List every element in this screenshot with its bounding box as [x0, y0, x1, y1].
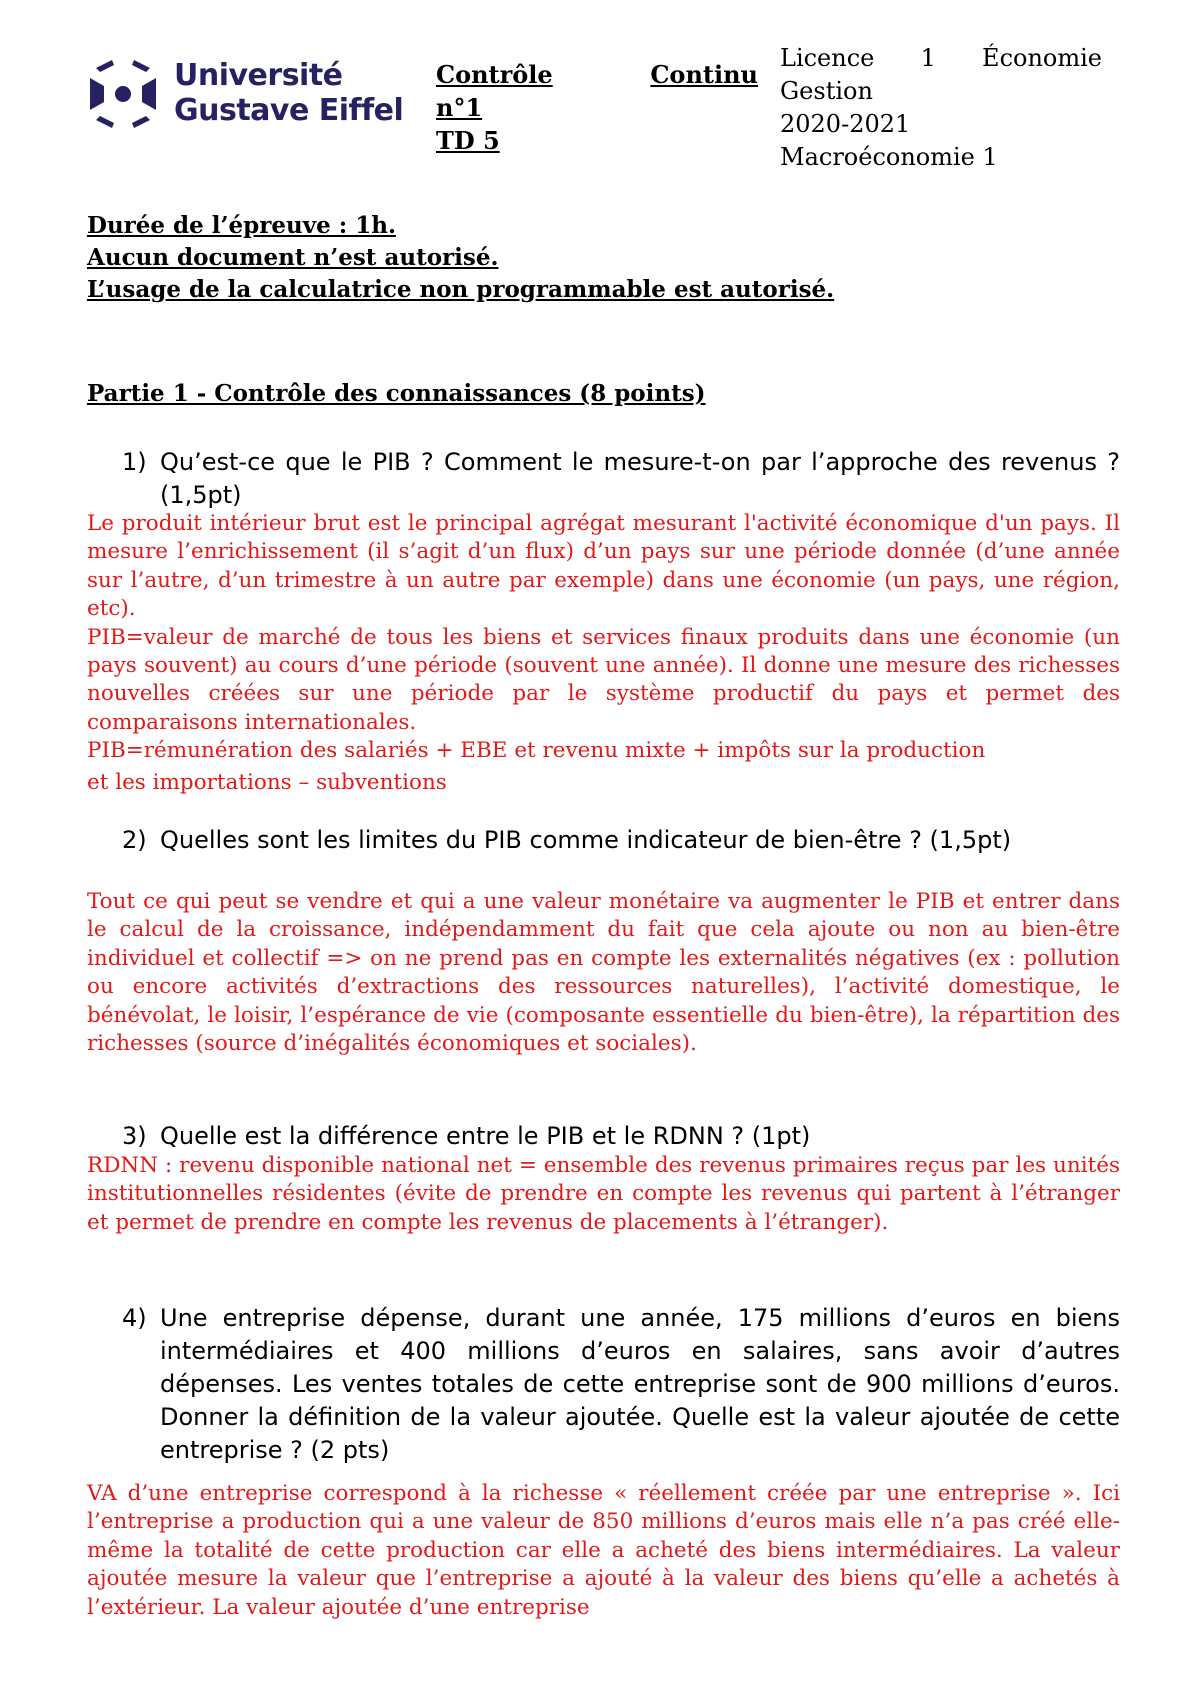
question-4	[122, 1302, 1120, 1467]
exam-title	[436, 58, 758, 157]
question-text: Qu’est-ce que le PIB ? Comment le mesure-t-on par l’approche des revenus ? (1,5pt)	[160, 448, 1120, 509]
answer-paragraph: Le produit intérieur brut est le principal agrégat mesurant l'activité économique d'un pays. Il mesure l’enrichissement (il s’agit d’un flux) d’un pays sur une période donnée (d’une année sur l’autre, d’un trimestre à un autre par exemple) dans une économie (un pays, une région, etc).	[87, 511, 1120, 622]
question-number: 1)	[122, 448, 147, 476]
answer-paragraph: Tout ce qui peut se vendre et qui a une valeur monétaire va augmenter le PIB et entrer dans le calcul de la croissance, indépendamment du fait que cela ajoute ou non au bien-être individuel et collectif => on ne prend pas en compte les externalités négatives (ex : pollution ou encore activités d’extractions des ressources naturelles), l’activité domestique, le bénévolat, le loisir, l’espérance de vie (composante essentielle du bien-être), la répartition des richesses (source d’inégalités économiques et sociales).	[87, 889, 1120, 1057]
question-text: Quelles sont les limites du PIB comme indicateur de bien-être ? (1,5pt)	[160, 826, 1012, 854]
course-level-word3: Économie	[982, 44, 1102, 72]
question-number: 2)	[122, 826, 147, 854]
exam-rules	[87, 210, 834, 306]
answer-1	[87, 510, 1120, 797]
question-text: Une entreprise dépense, durant une année, 175 millions d’euros en biens intermédiaires et 400 millions d’euros en salaires, sans avoir d’autres dépenses. Les ventes totales de cette entreprise sont de 900 millions d’euros. Donner la définition de la valeur ajoutée. Quelle est la valeur ajoutée de cette entreprise ? (2 pts)	[160, 1304, 1120, 1464]
rule-documents: Aucun document n’est autorisé.	[87, 244, 499, 271]
exam-title-word2: Continu	[650, 60, 758, 89]
question-number: 4)	[122, 1304, 147, 1332]
course-info	[780, 42, 1102, 174]
part1-title: Partie 1 - Contrôle des connaissances (8 points)	[87, 380, 706, 407]
university-name-line2: Gustave Eiffel	[174, 93, 404, 128]
answer-2	[87, 888, 1120, 1058]
university-logo	[90, 56, 410, 132]
exam-title-word1: Contrôle	[436, 60, 553, 89]
answer-paragraph: PIB=rémunération des salariés + EBE et revenu mixte + impôts sur la production	[87, 738, 986, 764]
course-level-word1: Licence	[780, 44, 875, 72]
question-1	[122, 446, 1120, 512]
question-text: Quelle est la différence entre le PIB et le RDNN ? (1pt)	[160, 1122, 811, 1150]
exam-td: TD 5	[436, 126, 500, 155]
answer-3	[87, 1152, 1120, 1237]
answer-4	[87, 1480, 1120, 1622]
answer-paragraph: PIB=valeur de marché de tous les biens et services finaux produits dans une économie (un pays souvent) au cours d’une période (souvent une année). Il donne une mesure des richesses nouvelles créées sur une période par le système productif du pays et permet des comparaisons internationales.	[87, 624, 1120, 735]
question-3	[122, 1120, 1120, 1153]
course-program: Gestion	[780, 77, 873, 105]
course-subject: Macroéconomie 1	[780, 143, 998, 171]
question-number: 3)	[122, 1122, 147, 1150]
exam-number: n°1	[436, 93, 483, 122]
rule-duration: Durée de l’épreuve : 1h.	[87, 212, 396, 239]
course-level-word2: 1	[920, 44, 936, 72]
answer-paragraph: et les importations – subventions	[87, 769, 447, 795]
question-2	[122, 824, 1120, 857]
university-name-line1: Université	[174, 58, 343, 93]
course-year: 2020-2021	[780, 110, 911, 138]
university-logo-icon	[90, 56, 170, 132]
answer-paragraph: RDNN : revenu disponible national net = ensemble des revenus primaires reçus par les unités institutionnelles résidentes (évite de prendre en compte les revenus qui partent à l’étranger et permet de prendre en compte les revenus de placements à l’étranger).	[87, 1153, 1120, 1235]
rule-calculator: L’usage de la calculatrice non programmable est autorisé.	[87, 276, 835, 303]
answer-paragraph: VA d’une entreprise correspond à la richesse « réellement créée par une entreprise ». Ici l’entreprise a production qui a une valeur de 850 millions d’euros mais elle n’a pas créé elle-même la totalité de cette production car elle a acheté des biens intermédiaires. La valeur ajoutée mesure la valeur que l’entreprise a ajouté à la valeur des biens qu’elle a achetés à l’extérieur. La valeur ajoutée d’une entreprise	[87, 1481, 1120, 1620]
